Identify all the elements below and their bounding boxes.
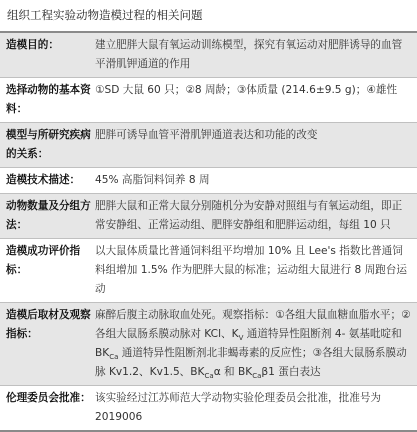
table-row [0, 32, 417, 78]
row-label: 造模成功评价指标： [0, 239, 91, 303]
row-content [91, 303, 417, 386]
table-title: 组织工程实验动物造模过程的相关问题 [7, 8, 203, 22]
table-row [0, 123, 417, 168]
row-content: 建立肥胖大鼠有氧运动训练模型，探究有氧运动对肥胖诱导的血管平滑肌钾通道的作用 [91, 32, 417, 78]
row-content: 45% 高脂饲料饲养 8 周 [91, 168, 417, 194]
row-content: 肥胖大鼠和正常大鼠分别随机分为安静对照组与有氧运动组，即正常安静组、正常运动组、肥胖安静组和肥胖运动组，每组 10 只 [91, 194, 417, 239]
content-part: β1 蛋白表达 [261, 366, 321, 378]
table-row [0, 168, 417, 194]
subscript: Ca [204, 372, 214, 381]
table-row [0, 78, 417, 123]
subscript: Ca [109, 353, 119, 362]
row-label: 造模后取材及观察指标： [0, 303, 91, 386]
row-label: 造模技术描述： [0, 168, 91, 194]
row-content: 以大鼠体质量比普通饲料组平均增加 10% 且 Lee's 指数比普通饲料组增加 1.5% 作为肥胖大鼠的标准；运动组大鼠进行 8 周跑台运动 [91, 239, 417, 303]
row-content: 该实验经过江苏师范大学动物实验伦理委员会批准，批准号为 2019006 [91, 386, 417, 432]
table-row [0, 303, 417, 386]
table-row [0, 386, 417, 432]
content-part: 通道特异性阻断剂北非蝎毒素的反应性；③各组大鼠肠系膜动脉 Kv1.2、Kv1.5、BK [95, 347, 407, 378]
row-label: 造模目的： [0, 32, 91, 78]
table-row [0, 239, 417, 303]
content-part: 通道特异性阻断剂 4- 氨基吡啶和 BK [95, 328, 402, 359]
subscript: Ca [252, 372, 262, 381]
content-part: 麻醉后腹主动脉取血处死。观察指标：①各组大鼠血糖血脂水平；②各组大鼠肠系膜动脉对 KCl、K [95, 309, 411, 340]
row-label: 伦理委员会批准： [0, 386, 91, 432]
table-row [0, 194, 417, 239]
subscript: V [238, 334, 244, 343]
row-label: 选择动物的基本资料： [0, 78, 91, 123]
row-content: 肥胖可诱导血管平滑肌钾通道表达和功能的改变 [91, 123, 417, 168]
row-label: 模型与所研究疾病的关系： [0, 123, 91, 168]
info-table [0, 31, 417, 432]
content-part: α 和 BK [213, 366, 253, 378]
row-content: ①SD 大鼠 60 只；②8 周龄；③体质量 (214.6±9.5 g)；④雄性 [91, 78, 417, 123]
row-label: 动物数量及分组方法： [0, 194, 91, 239]
